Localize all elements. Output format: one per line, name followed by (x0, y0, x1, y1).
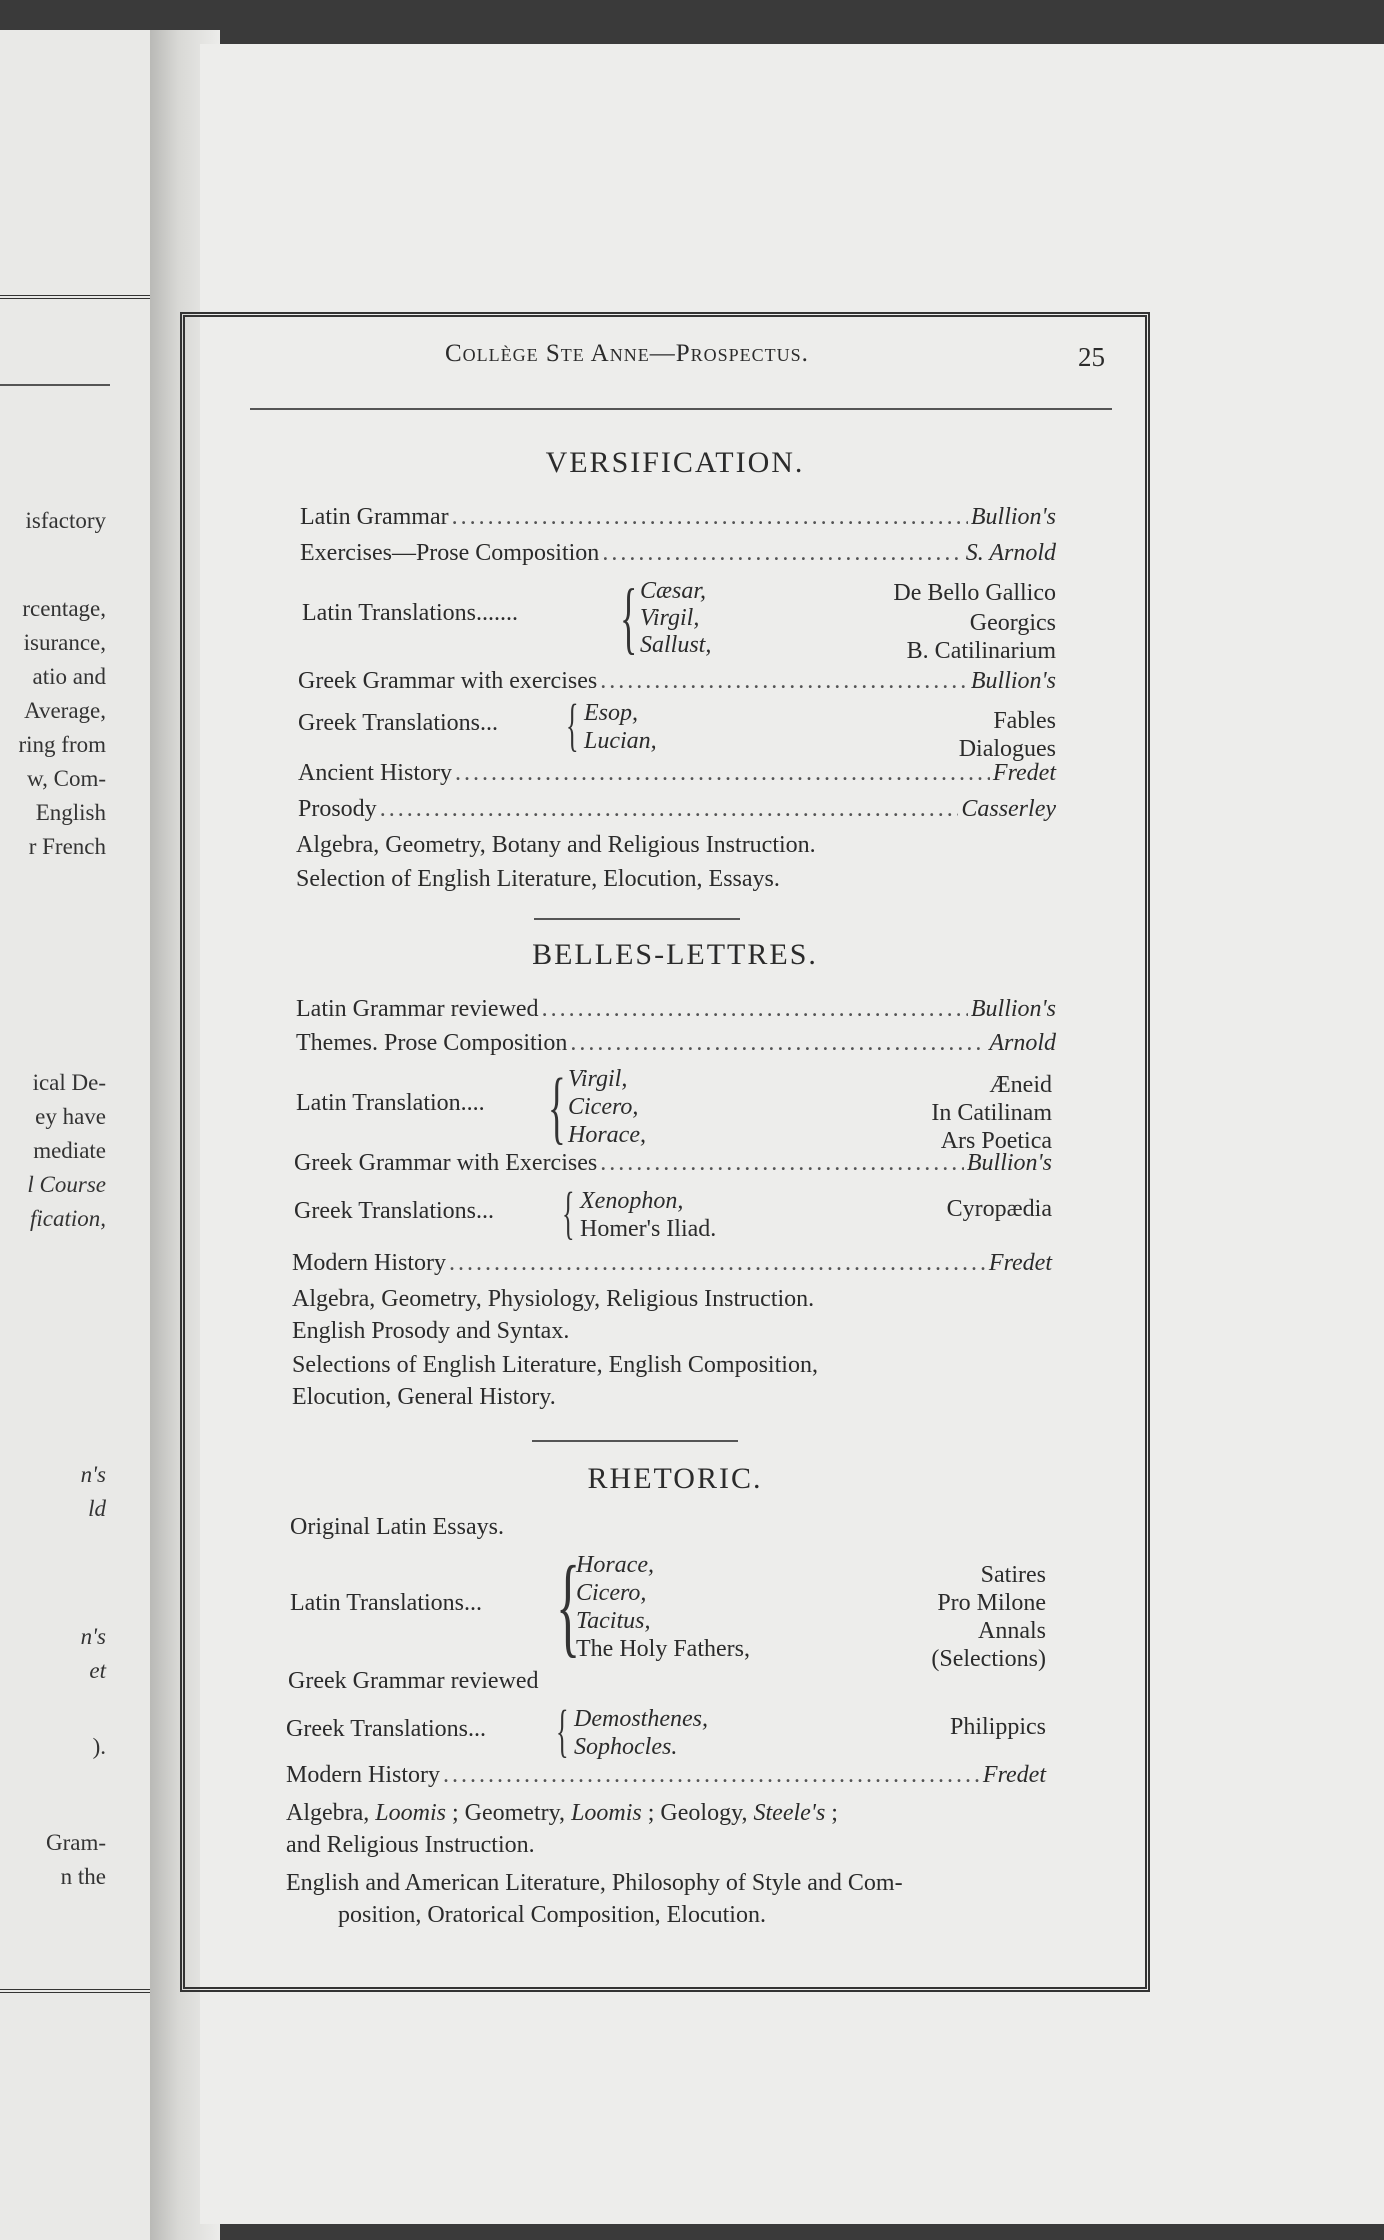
left-page-text-fragment: isfactory (25, 508, 106, 533)
left-page-text-fragment: English (35, 800, 106, 825)
left-page-text-fragment: atio and (32, 664, 106, 689)
entry-value: Fredet (992, 760, 1056, 786)
author: Horace, (568, 1122, 646, 1148)
entry-latin-grammar-reviewed (296, 996, 1056, 1023)
left-page-text-fragment: n's (80, 1624, 106, 1649)
section-separator (534, 918, 740, 920)
greek-translations-label: Greek Translations... (286, 1716, 486, 1742)
work: In Catilinam (931, 1100, 1052, 1126)
author: Cicero, (576, 1580, 647, 1606)
left-page-text-fragment: ical De- (32, 1070, 106, 1095)
brace: { (566, 692, 579, 757)
work: Cyropædia (946, 1196, 1052, 1222)
brace: { (562, 1180, 575, 1245)
text-line: English Prosody and Syntax. (292, 1318, 570, 1344)
author: Esop, (584, 700, 638, 726)
author: Cicero, (568, 1094, 639, 1120)
author: Sophocles. (574, 1734, 678, 1760)
work: Æneid (989, 1072, 1052, 1098)
work: Dialogues (958, 736, 1056, 762)
text: ; Geology, (641, 1800, 754, 1826)
entry-label: Modern History (292, 1250, 446, 1276)
latin-translation-label: Latin Translation.... (296, 1090, 485, 1116)
entry-value: Fredet (988, 1250, 1052, 1276)
entry-modern-history (292, 1250, 1052, 1277)
left-page-text-fragment: l Course (27, 1172, 106, 1197)
entry-value: Bullion's (970, 668, 1056, 694)
left-page-text-fragment: mediate (33, 1138, 106, 1163)
author: Loomis (571, 1800, 642, 1826)
entry-modern-history (286, 1762, 1046, 1789)
work: Satires (980, 1562, 1046, 1588)
text-line: Selections of English Literature, English Composition, (292, 1352, 818, 1378)
section-title-versification: VERSIFICATION. (545, 446, 805, 479)
entry-label: Greek Grammar with Exercises (294, 1150, 598, 1176)
entry-greek-grammar-exercises (294, 1150, 1052, 1177)
left-page-text-fragment: Average, (24, 698, 106, 723)
latin-translations-label: Latin Translations... (290, 1590, 483, 1616)
running-head: Collège Ste Anne—Prospectus. (445, 340, 809, 367)
text-line: Original Latin Essays. (290, 1514, 504, 1540)
greek-translations-label: Greek Translations... (294, 1198, 494, 1224)
left-page-text-fragment: n's (80, 1462, 106, 1487)
entry-value: Casserley (961, 796, 1056, 822)
left-page-text-fragment: isurance, (23, 630, 106, 655)
entry-label: Latin Grammar (300, 504, 449, 530)
entry-label: Greek Grammar with exercises (298, 668, 598, 694)
work: Pro Milone (937, 1590, 1046, 1616)
author: Xenophon, (580, 1188, 684, 1214)
author: Horace, (576, 1552, 654, 1578)
author: Loomis (375, 1800, 446, 1826)
work: Philippics (949, 1714, 1046, 1740)
text-line: Algebra, Geometry, Physiology, Religious Instruction. (292, 1286, 815, 1312)
entry-value: Fredet (982, 1762, 1046, 1788)
text-line: English and American Literature, Philosophy of Style and Com- (286, 1870, 903, 1896)
author: Virgil, (640, 605, 700, 631)
text: ; (825, 1800, 838, 1826)
author: Sallust, (640, 632, 712, 658)
author: Lucian, (584, 728, 657, 754)
text-line-algebra (286, 1800, 838, 1827)
text-line: position, Oratorical Composition, Elocution. (338, 1902, 766, 1928)
text-line: and Religious Instruction. (286, 1832, 535, 1858)
entry-value: Bullion's (970, 996, 1056, 1022)
author: Demosthenes, (574, 1706, 708, 1732)
entry-label: Ancient History (298, 760, 452, 786)
author: The Holy Fathers, (576, 1636, 750, 1662)
author: Homer's Iliad. (580, 1216, 717, 1242)
text: Algebra, (286, 1800, 376, 1826)
entry-value: Arnold (989, 1030, 1056, 1056)
author: Virgil, (568, 1066, 628, 1092)
work: Georgics (969, 610, 1056, 636)
section-title-belles-lettres: BELLES-LETTRES. (532, 938, 818, 971)
text-line: Selection of English Literature, Elocution, Essays. (296, 866, 780, 892)
entry-value: S. Arnold (965, 540, 1056, 566)
work: De Bello Gallico (893, 580, 1056, 606)
entry-latin-grammar (300, 504, 1056, 531)
left-page-text-fragment: ). (92, 1734, 106, 1759)
left-page-rule (0, 384, 110, 386)
work: Annals (978, 1618, 1046, 1644)
latin-translations-label: Latin Translations....... (302, 600, 519, 626)
left-page-text-fragment: ring from (18, 732, 106, 757)
brace: { (556, 1698, 569, 1763)
work: (Selections) (931, 1646, 1046, 1672)
text-line: Greek Grammar reviewed (288, 1668, 539, 1694)
left-page-text-fragment: fication, (29, 1206, 106, 1231)
brace: { (620, 574, 638, 662)
left-page-text-fragment: r French (28, 834, 106, 859)
left-page-text-fragment: Gram- (45, 1830, 106, 1855)
page-number: 25 (1078, 342, 1105, 372)
work: B. Catilinarium (906, 638, 1056, 664)
entry-label: Prosody (298, 796, 377, 822)
entry-value: Bullion's (970, 504, 1056, 530)
left-page-text-fragment: et (89, 1658, 106, 1683)
work: Fables (993, 708, 1056, 734)
entry-themes (296, 1030, 1056, 1057)
left-page-text-fragment: n the (60, 1864, 106, 1889)
header-rule (250, 408, 1112, 410)
entry-ancient-history (298, 760, 1056, 787)
text-line: Algebra, Geometry, Botany and Religious Instruction. (296, 832, 816, 858)
author: Steele's (753, 1800, 826, 1826)
brace: { (548, 1061, 566, 1152)
section-separator (532, 1440, 738, 1442)
entry-label: Exercises—Prose Composition (300, 540, 600, 566)
text-line: Elocution, General History. (292, 1384, 556, 1410)
entry-greek-grammar (298, 668, 1056, 695)
entry-label: Latin Grammar reviewed (296, 996, 539, 1022)
brace: { (556, 1544, 581, 1668)
text: ; Geometry, (445, 1800, 572, 1826)
author: Tacitus, (576, 1608, 651, 1634)
greek-translations-label: Greek Translations... (298, 710, 498, 736)
section-title-rhetoric: RHETORIC. (587, 1462, 763, 1495)
entry-label: Modern History (286, 1762, 440, 1788)
entry-prosody (298, 796, 1056, 823)
left-page-text-fragment: rcentage, (22, 596, 106, 621)
entry-value: Bullion's (966, 1150, 1052, 1176)
left-page-text-fragment: ld (88, 1496, 106, 1521)
left-page-text-fragment: w, Com- (26, 766, 106, 791)
entry-exercises (300, 540, 1056, 567)
work: Ars Poetica (940, 1128, 1052, 1154)
left-page-text-fragment: ey have (35, 1104, 106, 1129)
author: Cæsar, (640, 578, 707, 604)
entry-label: Themes. Prose Composition (296, 1030, 568, 1056)
